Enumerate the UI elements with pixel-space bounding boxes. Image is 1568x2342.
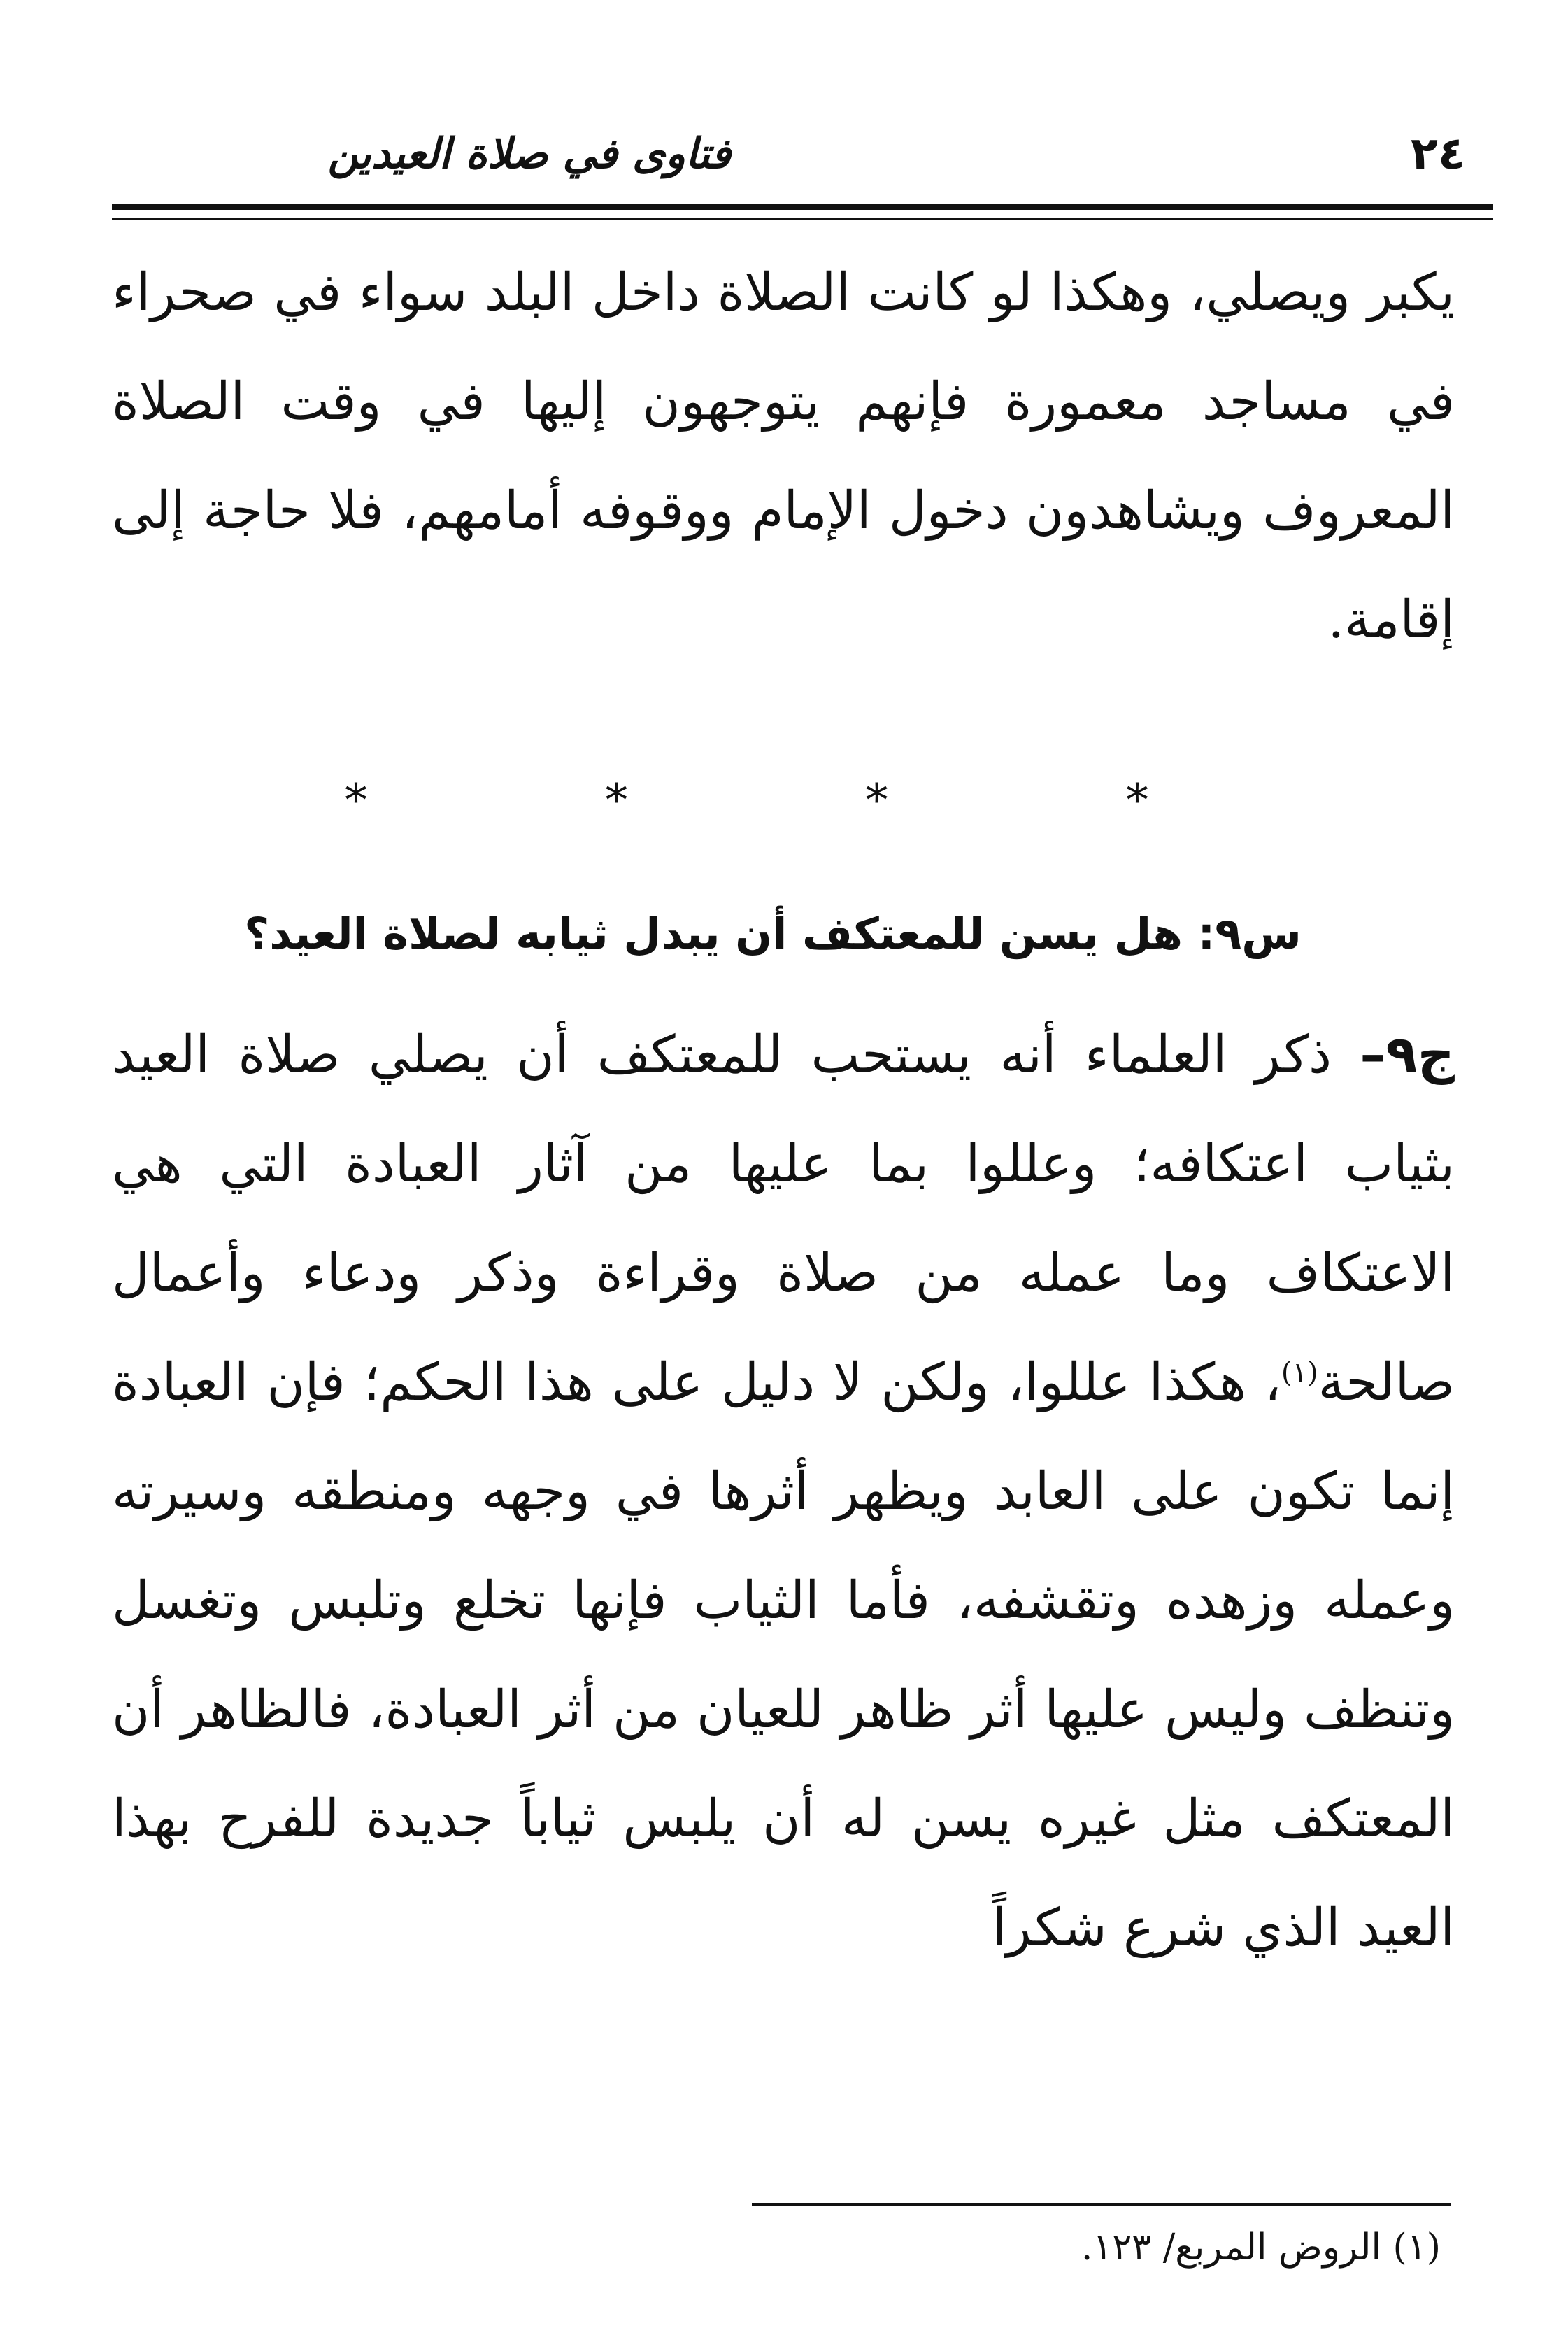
- header-rule-thick: [112, 204, 1493, 210]
- footnote: (١) الروض المربع/ ١٢٣.: [1081, 2227, 1441, 2269]
- intro-paragraph: يكبر ويصلي، وهكذا لو كانت الصلاة داخل البلد سواء في صحراء في مساجد معمورة فإنهم يتوجهون إليها في وقت الصلاة المعروف ويشاهدون دخول الإمام ووقوفه أمامهم، فلا حاجة إلى إقامة.: [112, 262, 1455, 650]
- footnote-rule: [752, 2203, 1451, 2206]
- question-heading: س٩: هل يسن للمعتكف أن يبدل ثيابه لصلاة العيد؟: [244, 908, 1302, 959]
- running-header: [112, 119, 1493, 196]
- header-title: فتاوى في صلاة العيدين: [327, 129, 731, 178]
- answer-text-part1: ذكر العلماء أنه يستحب للمعتكف أن يصلي صلاة العيد بثياب اعتكافه؛ وعللوا بما عليها من آثار العبادة التي هي الاعتكاف وما عمله من صلاة وقراءة وذكر ودعاء وأعمال صالحة: [112, 1025, 1455, 1412]
- answer-paragraph: [112, 1000, 1455, 1982]
- section-separator: * * * *: [344, 775, 1261, 827]
- page-number: ٢٤: [1410, 128, 1465, 180]
- header-rule-thin: [112, 218, 1493, 220]
- answer-label: ج٩–: [1360, 1025, 1455, 1085]
- answer-text-part2: ، هكذا عللوا، ولكن لا دليل على هذا الحكم؛ فإن العبادة إنما تكون على العابد ويظهر أثرها في وجهه ومنطقه وسيرته وعمله وزهده وتقشفه، فأما الثياب فإنها تخلع وتلبس وتغسل وتنظف وليس عليها أثر ظاهر للعيان من أثر العبادة، فالظاهر أن المعتكف مثل غيره يسن له أن يلبس ثياباً جديدة للفرح بهذا العيد الذي شرع شكراً: [112, 1352, 1455, 1958]
- footnote-marker: (١): [1281, 1356, 1318, 1389]
